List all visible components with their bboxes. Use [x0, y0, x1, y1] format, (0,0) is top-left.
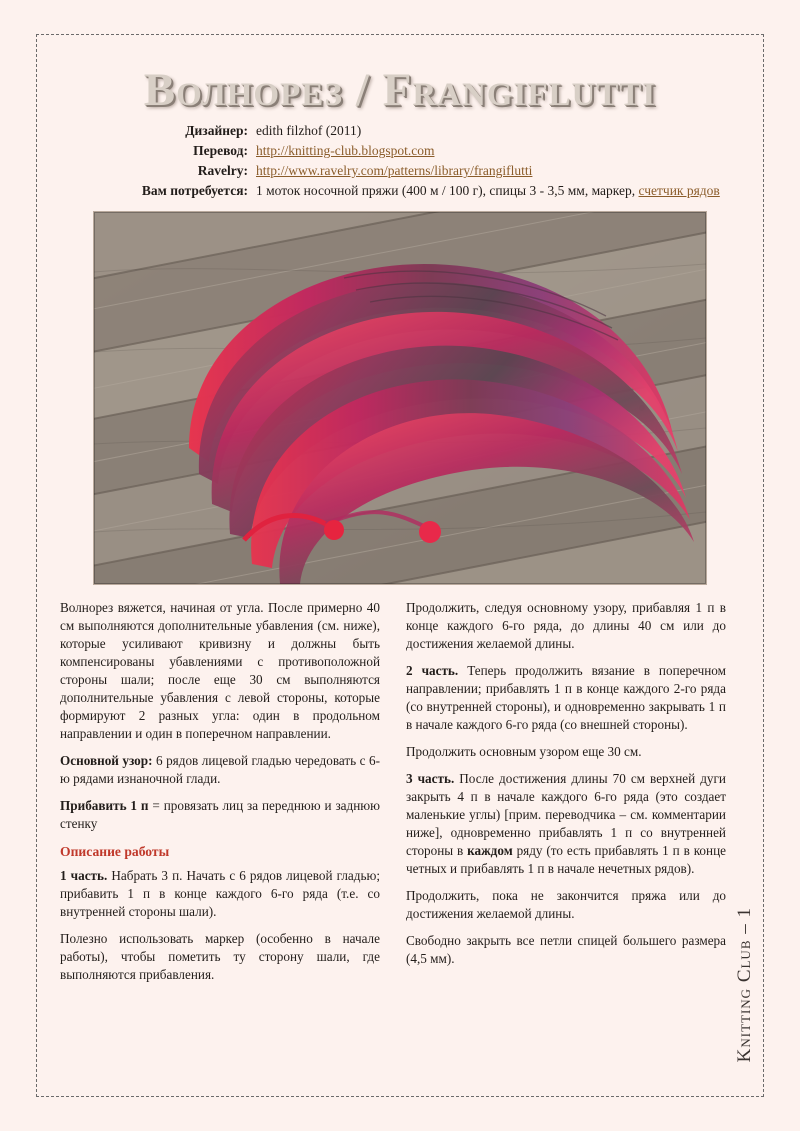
- main-pattern-text: 6 рядов лицевой гладью чередовать с 6-ю рядами изнаночной глади.: [60, 752, 380, 786]
- table-row: [60, 181, 740, 201]
- part1-paragraph: [60, 867, 380, 921]
- part2-continue-paragraph: Продолжить основным узором еще 30 см.: [406, 744, 642, 760]
- intro-paragraph: Волнорез вяжется, начиная от угла. После примерно 40 см выполняются дополнительные убавления (см. ниже), которые усиливают кривизну и должны быть компенсированы убавлениями с противоположной стороны шали; после еще 30 см выполняются дополнительные убавления с левой стороны, которые формируют 2 разных угла: один в продольном направлении и один в поперечном направлении.: [60, 600, 380, 742]
- bind-off-paragraph: Свободно закрыть все петли спицей большего размера (4,5 мм).: [406, 932, 726, 966]
- meta-value-designer: edith filzhof (2011): [256, 123, 362, 139]
- main-pattern-label: Основной узор:: [60, 752, 153, 768]
- body-columns: [60, 599, 740, 993]
- meta-label-materials: Вам потребуется:: [141, 183, 248, 199]
- shawl-photo-graphic: [94, 212, 706, 584]
- section-heading-instructions: Описание работы: [60, 843, 170, 859]
- row-counter-link[interactable]: счетчик рядов: [638, 183, 720, 199]
- meta-value-materials: 1 моток носочной пряжи (400 м / 100 г), спицы 3 - 3,5 мм, маркер,: [256, 183, 639, 199]
- increase-text: = провязать лиц за переднюю и заднюю стенку: [60, 797, 380, 831]
- continue-until-paragraph: Продолжить, пока не закончится пряжа или до достижения желаемой длины.: [406, 887, 726, 921]
- title-block: [60, 66, 740, 115]
- table-row: [60, 121, 740, 141]
- part2-text: Теперь продолжить вязание в поперечном направлении; прибавлять 1 п в конце каждого 2-го ряда (со внутренней стороны), и одновременно закрывать 1 п в начале каждого 6-го ряда (со внешней стороны).: [406, 663, 726, 733]
- meta-label-designer: Дизайнер:: [185, 123, 248, 139]
- part3-text: После достижения длины 70 см верхней дуги закрыть 4 п в начале каждого 6-го ряда (это создает маленькие углы) [прим. переводчика – см. комментарии ниже], одновременно прибавлять 1 п со внутренней стороны в: [406, 770, 726, 858]
- shawl-photo: [93, 211, 707, 585]
- metadata-table: [60, 121, 740, 201]
- translation-link[interactable]: http://knitting-club.blogspot.com: [256, 143, 435, 159]
- meta-label-ravelry: Ravelry:: [197, 163, 248, 179]
- table-row: [60, 161, 740, 181]
- increase-paragraph: [60, 797, 380, 833]
- right-column: [406, 599, 726, 993]
- increase-label: Прибавить 1 п: [60, 797, 149, 813]
- continue-paragraph: Продолжить, следуя основному узору, прибавляя 1 п в конце каждого 6-го ряда, до длины 40 см или до достижения желаемой длины.: [406, 600, 726, 652]
- part1-text: Набрать 3 п. Начать с 6 рядов лицевой гладью; прибавить 1 п в конце каждого 6-го ряда (т.е. со внутренней стороны шали).: [60, 868, 380, 920]
- left-column: [60, 599, 380, 993]
- part3-emphasis: каждом: [467, 842, 513, 858]
- table-row: [60, 141, 740, 161]
- part2-label: 2 часть.: [406, 663, 459, 679]
- part2-paragraph: [406, 662, 726, 734]
- sidebar-footer-note: Knitting Club – 1: [734, 906, 755, 1062]
- meta-label-translation: Перевод:: [193, 143, 248, 159]
- part3-paragraph: [406, 770, 726, 878]
- part3-label: 3 часть.: [406, 770, 455, 786]
- marker-tip-paragraph: Полезно использовать маркер (особенно в начале работы), чтобы пометить ту сторону шали, где выполняются прибавления.: [60, 931, 380, 983]
- part1-label: 1 часть.: [60, 868, 108, 884]
- ravelry-link[interactable]: http://www.ravelry.com/patterns/library/frangiflutti: [256, 163, 533, 179]
- page-content: [60, 52, 755, 1072]
- part3-text-tail: ряду (то есть прибавлять 1 п в конце четных и прибавлять 1 п в начале нечетных рядов).: [406, 842, 726, 876]
- page-title: Волнорез / Frangiflutti: [143, 64, 657, 116]
- main-pattern-paragraph: [60, 752, 380, 788]
